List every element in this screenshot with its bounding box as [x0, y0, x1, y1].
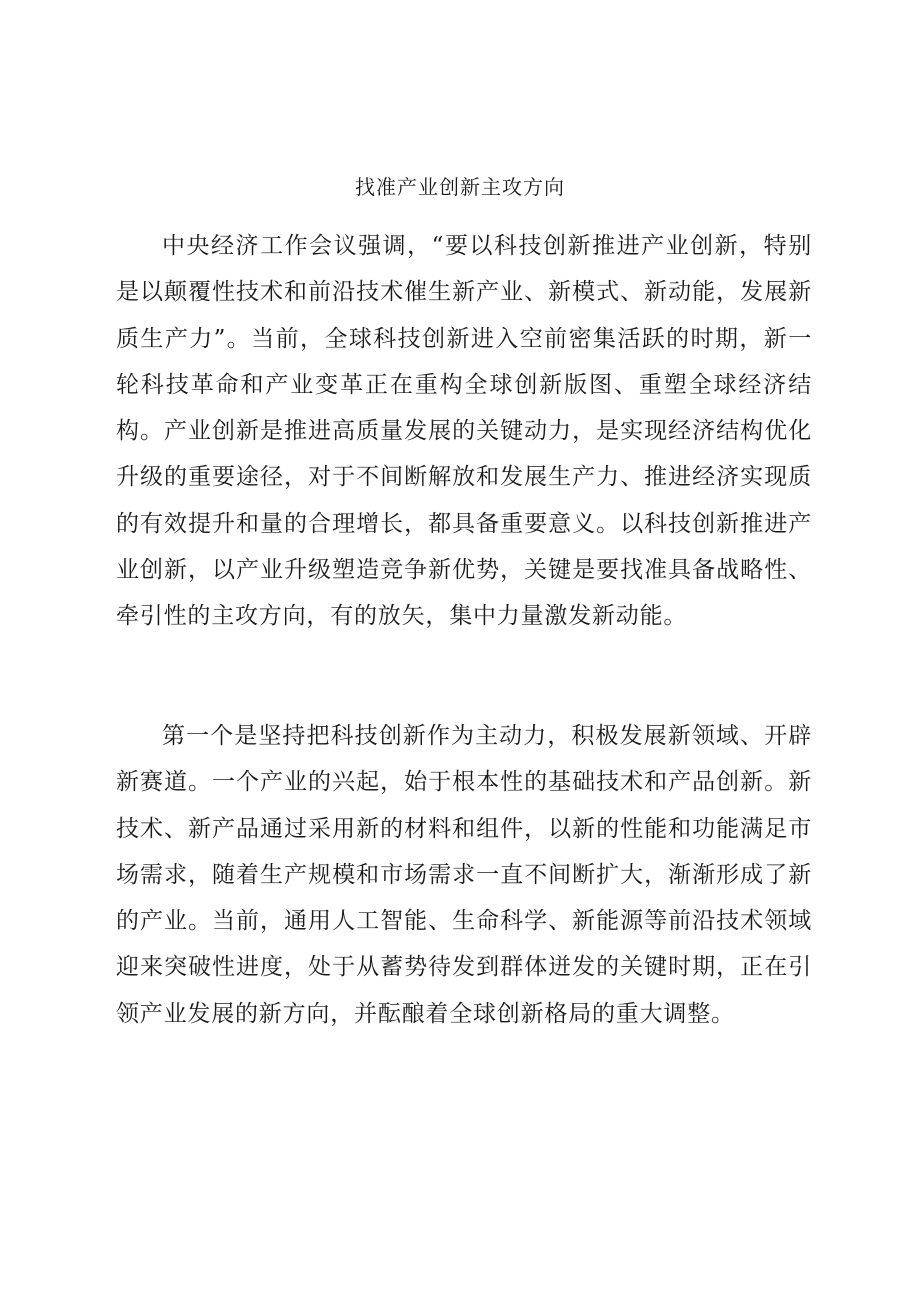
paragraph-2: 第一个是坚持把科技创新作为主动力，积极发展新领域、开辟新赛道。一个产业的兴起，始于根本性的基础技术和产品创新。新技术、新产品通过采用新的材料和组件，以新的性能和功能满足市场需求，随着生产规模和市场需求一直不间断扩大，渐渐形成了新的产业。当前，通用人工智能、生命科学、新能源等前沿技术领域迎来突破性进度，处于从蓄势待发到群体迸发的关键时期，正在引领产业发展的新方向，并酝酿着全球创新格局的重大调整。 [116, 723, 812, 1027]
paragraph-1: 中央经济工作会议强调，“要以科技创新推进产业创新，特别是以颠覆性技术和前沿技术催生新产业、新模式、新动能，发展新质生产力”。当前，全球科技创新进入空前密集活跃的时期，新一轮科技革命和产业变革正在重构全球创新版图、重塑全球经济结构。产业创新是推进高质量发展的关键动力，是实现经济结构优化升级的重要途径，对于不间断解放和发展生产力、推进经济实现质的有效提升和量的合理增长，都具备重要意义。以科技创新推进产业创新，以产业升级塑造竞争新优势，关键是要找准具备战略性、牵引性的主攻方向，有的放矢，集中力量激发新动能。 [116, 233, 812, 630]
document-title: 找准产业创新主攻方向 [355, 175, 565, 199]
